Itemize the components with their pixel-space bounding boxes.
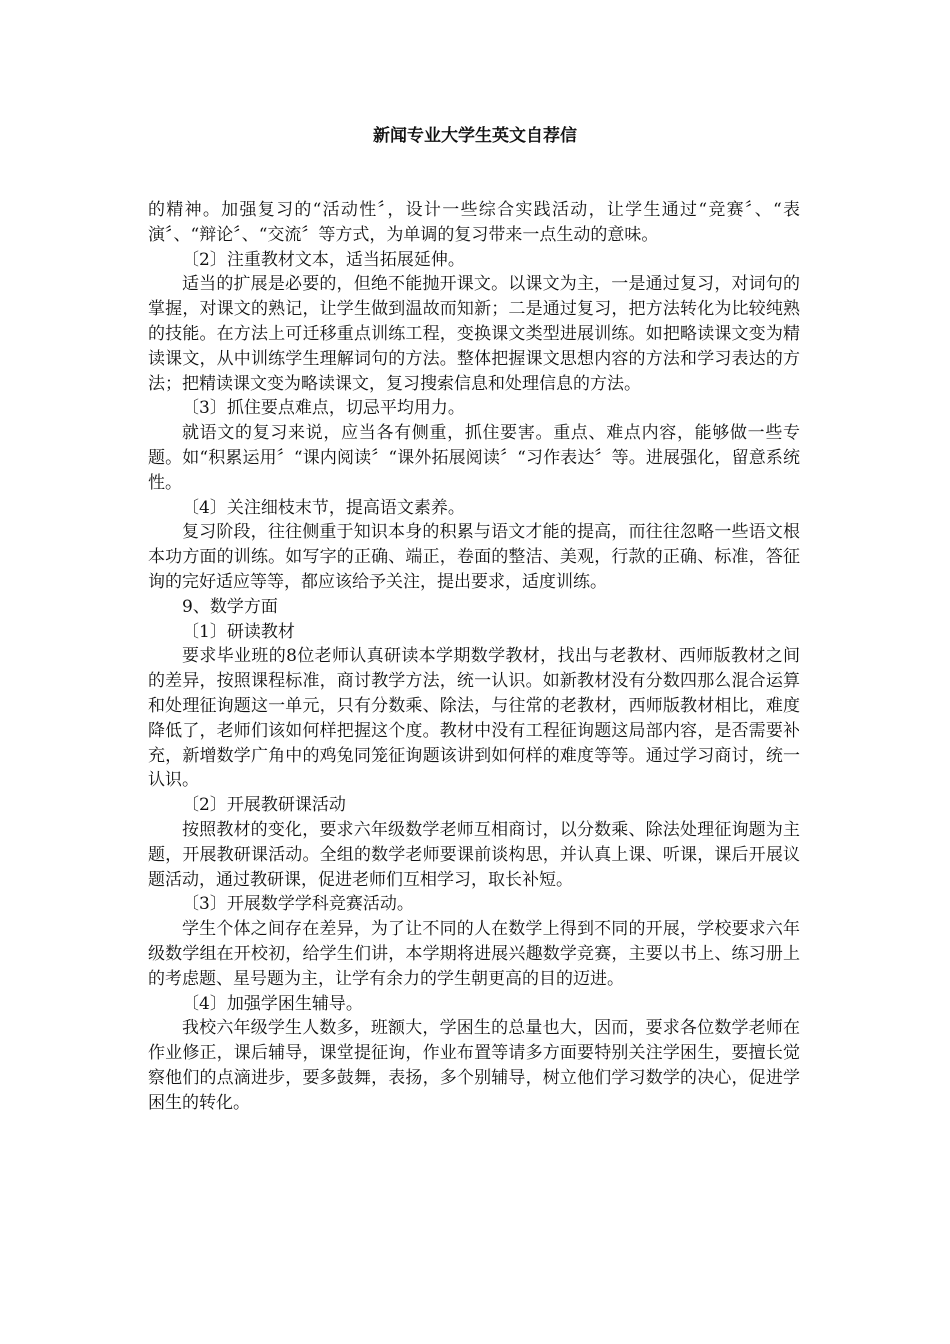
- paragraph: 〔3〕开展数学学科竞赛活动。: [182, 894, 414, 915]
- paragraph: 按照教材的变化，要求六年级数学老师互相商讨，以分数乘、除法处理征询题为主题，开展教研课活动。全组的数学老师要课前谈构思，并认真上课、听课，课后开展议题活动，通过教研课，促进老师们互相学习，取长补短。: [148, 819, 800, 890]
- continued-paragraph: 的精神。加强复习的“活动性〞，设计一些综合实践活动，让学生通过“竞赛〞、“表演〞、“辩论〞、“交流〞等方式，为单调的复习带来一点生动的意味。: [148, 200, 800, 245]
- paragraph: 要求毕业班的8位老师认真研读本学期数学教材，找出与老教材、西师版教材之间的差异，按照课程标准，商讨教学方法，统一认识。如新教材没有分数四那么混合运算和处理征询题这一单元，只有分数乘、除法，与往常的老教材，西师版教材相比，难度降低了，老师们该如何样把握这个度。教材中没有工程征询题这局部内容，是否需要补充，新增数学广角中的鸡兔同笼征询题该讲到如何样的难度等等。通过学习商讨，统一认识。: [148, 646, 800, 791]
- paragraph: 9、数学方面: [182, 596, 278, 617]
- paragraph: 〔3〕抓住要点难点，切忌平均用力。: [182, 398, 465, 419]
- paragraph: 学生个体之间存在差异，为了让不同的人在数学上得到不同的开展，学校要求六年级数学组在开校初，给学生们讲，本学期将进展兴趣数学竞赛，主要以书上、练习册上的考虑题、星号题为主，让学有余力的学生朝更高的目的迈进。: [148, 919, 800, 989]
- paragraph: 适当的扩展是必要的，但绝不能抛开课文。以课文为主，一是通过复习，对词句的掌握，对课文的熟记，让学生做到温故而知新；二是通过复习，把方法转化为比较纯熟的技能。在方法上可迁移重点训练工程，变换课文类型进展训练。如把略读课文变为精读课文，从中训练学生理解词句的方法。整体把握课文思想内容的方法和学习表达的方法；把精读课文变为略读课文，复习搜索信息和处理信息的方法。: [148, 274, 800, 394]
- paragraph: 复习阶段，往往侧重于知识本身的积累与语文才能的提高，而往往忽略一些语文根本功方面的训练。如写字的正确、端正，卷面的整洁、美观，行款的正确、标准，答征询的完好适应等等，都应该给予关注，提出要求，适度训练。: [148, 522, 800, 592]
- paragraph: 我校六年级学生人数多，班额大，学困生的总量也大，因而，要求各位数学老师在作业修正，课后辅导，课堂提征询，作业布置等请多方面要特别关注学困生，要擅长觉察他们的点滴进步，要多鼓舞，表扬，多个别辅导，树立他们学习数学的决心，促进学困生的转化。: [148, 1018, 800, 1113]
- paragraph: 〔2〕注重教材文本，适当拓展延伸。: [182, 249, 465, 270]
- paragraph: 〔1〕研读教材: [182, 621, 295, 642]
- paragraph: 〔4〕关注细枝末节，提高语文素养。: [182, 497, 465, 518]
- paragraph: 〔4〕加强学困生辅导。: [182, 993, 363, 1014]
- paragraph: 〔2〕开展教研课活动: [182, 795, 346, 816]
- document-title: 新闻专业大学生英文自荐信: [373, 126, 577, 146]
- paragraph: 就语文的复习来说，应当各有侧重，抓住要害。重点、难点内容，能够做一些专题。如“积累运用〞“课内阅读〞“课外拓展阅读〞“习作表达〞等。进展强化，留意系统性。: [148, 423, 800, 493]
- document-body: [148, 198, 800, 1115]
